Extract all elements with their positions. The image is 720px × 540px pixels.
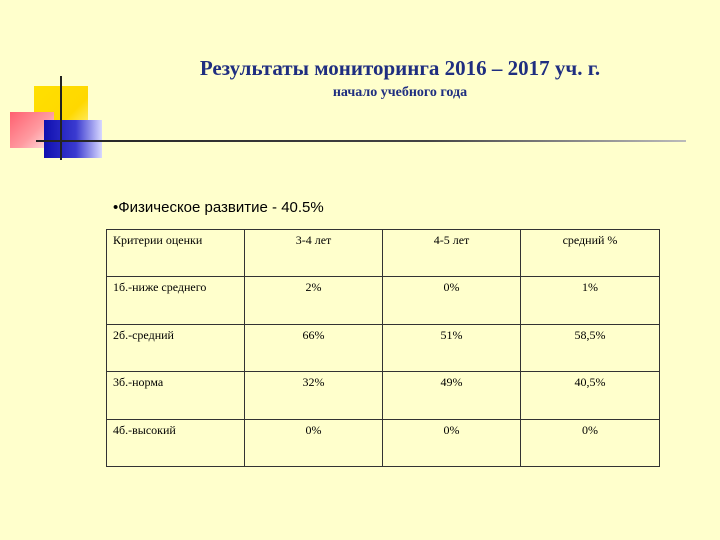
- table-row: [107, 324, 660, 371]
- slide-title: Результаты мониторинга 2016 – 2017 уч. г.: [199, 56, 601, 80]
- table-cell: 2%: [245, 277, 383, 324]
- table-row: [107, 419, 660, 466]
- table-cell: 4б.-высокий: [107, 419, 245, 466]
- results-table: [106, 229, 660, 467]
- table-cell: 0%: [383, 419, 521, 466]
- table-cell: 51%: [383, 324, 521, 371]
- table-cell: 0%: [383, 277, 521, 324]
- table-cell: 0%: [245, 419, 383, 466]
- decor-vertical-line: [60, 76, 62, 160]
- summary-text: •Физическое развитие - 40.5%: [113, 199, 324, 216]
- decor-horizontal-line: [36, 140, 686, 142]
- slide-subtitle: начало учебного года: [332, 85, 468, 100]
- header-cell: средний %: [521, 230, 660, 277]
- table-cell: 58,5%: [521, 324, 660, 371]
- table-cell: 40,5%: [521, 372, 660, 419]
- table-cell: 3б.-норма: [107, 372, 245, 419]
- table-cell: 1%: [521, 277, 660, 324]
- table-row: [107, 372, 660, 419]
- table-cell: 2б.-средний: [107, 324, 245, 371]
- decor-blue-square: [44, 120, 102, 158]
- table-cell: 0%: [521, 419, 660, 466]
- table-cell: 1б.-ниже среднего: [107, 277, 245, 324]
- table-cell: 49%: [383, 372, 521, 419]
- table-row: [107, 277, 660, 324]
- header-cell: 4-5 лет: [383, 230, 521, 277]
- table-cell: 66%: [245, 324, 383, 371]
- table-cell: 32%: [245, 372, 383, 419]
- table-header-row: [107, 230, 660, 277]
- header-cell: Критерии оценки: [107, 230, 245, 277]
- header-cell: 3-4 лет: [245, 230, 383, 277]
